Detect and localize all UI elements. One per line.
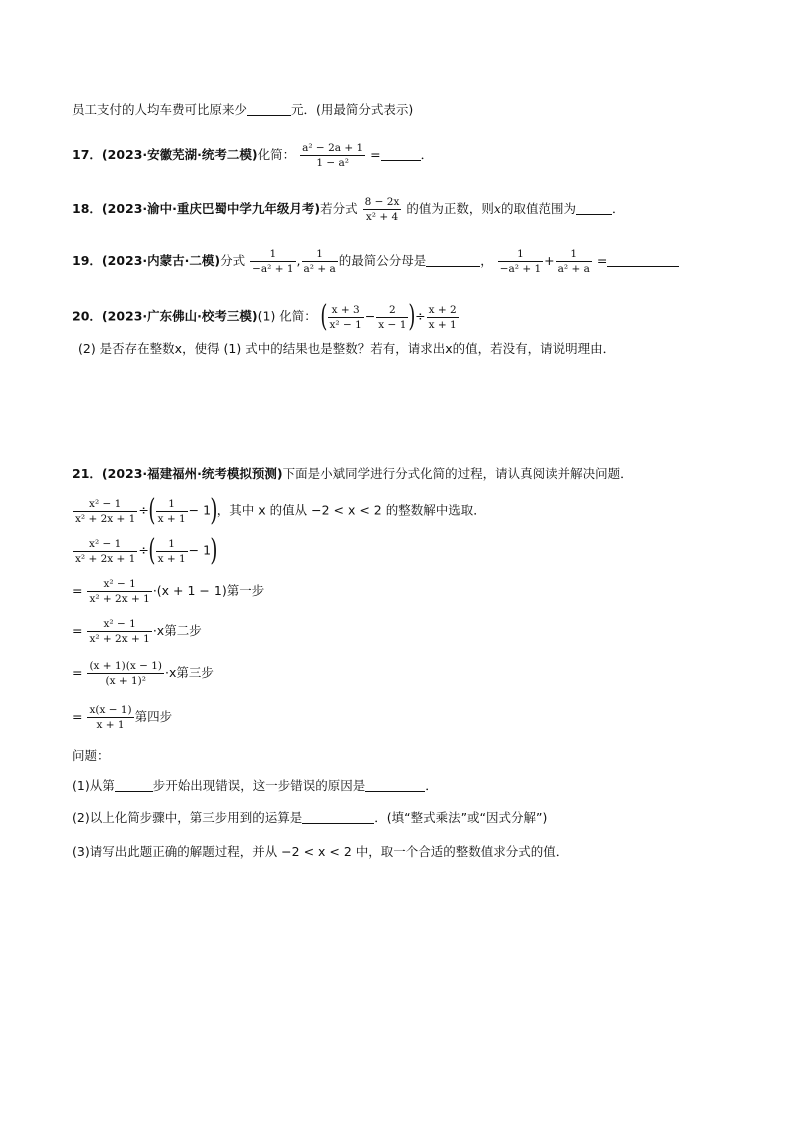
right-paren: )	[210, 533, 218, 568]
q21-sub-2	[72, 810, 547, 826]
q21-f-restate	[73, 538, 137, 565]
step2-num: x² − 1	[87, 618, 151, 632]
q20-fraction-b	[376, 304, 408, 331]
q21-source: (2023·福建福州·统考模拟预测)	[101, 466, 283, 481]
q18-text-after: 的值为正数，则	[406, 201, 494, 216]
q17-source: (2023·安徽芜湖·统考二模)	[101, 147, 258, 162]
q20-b-num: 2	[376, 304, 408, 318]
q20-c-num: x + 2	[428, 303, 457, 316]
q17-equals: =	[370, 147, 381, 162]
q18-text-end: 的取值范围为	[500, 201, 576, 216]
q19-f4-den: a² + a	[557, 263, 590, 275]
q21-step-4: = $\frac{x(x - 1)}{x + 1}$ 第四步	[72, 704, 173, 731]
q21-text: 下面是小斌同学进行分式化简的过程，请认真阅读并解决问题．	[282, 466, 633, 481]
q19-f3-den: −a² + 1	[499, 263, 542, 275]
q20-a-num: x + 3	[328, 304, 364, 318]
step4-num: x(x − 1)	[89, 704, 132, 716]
q19-text-mid: 的最简公分母是	[338, 253, 427, 268]
q21-condition: ，其中 x 的值从 −2 < x < 2 的整数解中选取．	[216, 502, 486, 518]
q21-number: 21．	[72, 466, 102, 481]
step2-tail: ·x第二步	[152, 623, 202, 638]
sub2-text-a: (2)以上化简步骤中，第三步用到的运算是	[72, 810, 303, 825]
q18-source: (2023·渝中·重庆巴蜀中学九年级月考)	[101, 201, 321, 216]
q19-fraction-4	[556, 248, 592, 275]
question-19: 19．(2023·内蒙古·二模)分式 $\frac{1}{\text{−a² + 1}}$ , $\frac{1}{\text{a² + a}}$ 的最简公分母是 ， $\frac{1}{\text{−a² + 1}}$ + $\frac{1}{\text{a² + a}}$ =	[72, 248, 679, 275]
q18-var: x	[493, 201, 501, 216]
q18-fraction	[363, 196, 402, 223]
q19-fraction-2	[302, 248, 338, 275]
q20-part2: (2) 是否存在整数x，使得 (1) 式中的结果也是整数？若有，请求出x的值，若没有，请说明理由．	[78, 341, 616, 356]
step1-tail: ·(x + 1 − 1)第一步	[152, 583, 265, 598]
q21-step-3: = $\frac{(x + 1)(x - 1)}{\text{(x + 1)²}}$ ·x第三步	[72, 660, 214, 687]
q19-number: 19．	[72, 253, 102, 268]
q17-numerator: a² − 2a + 1	[302, 142, 364, 154]
step3-tail: ·x第三步	[165, 665, 214, 680]
question-18: 18．(2023·渝中·重庆巴蜀中学九年级月考)若分式 $\frac{8 - 2x}{\text{x² + 4}}$ 的值为正数，则x的取值范围为 ．	[72, 196, 625, 223]
left-paren: (	[148, 533, 156, 568]
q19-f3-num: 1	[498, 248, 543, 262]
q20-number: 20．	[72, 308, 102, 324]
q21-g-num: 1	[156, 538, 188, 552]
q18-number: 18．	[72, 201, 102, 216]
q21-f-num: x² − 1	[73, 538, 137, 552]
q18-denominator: x² + 4	[365, 211, 399, 223]
q19-text-before: 分式	[220, 253, 246, 268]
right-paren: )	[210, 493, 218, 528]
step1-num: x² − 1	[87, 578, 151, 592]
answer-blank[interactable]	[247, 102, 291, 116]
q21-questions-label: 问题：	[72, 748, 110, 763]
q21-f-den: x² + 2x + 1	[75, 512, 136, 525]
q19-equals: =	[596, 253, 608, 268]
q17-answer-blank[interactable]	[381, 147, 421, 161]
q19-source: (2023·内蒙古·二模)	[101, 253, 221, 268]
q21-g-den: x + 1	[157, 512, 186, 525]
q19-f1-den: −a² + 1	[252, 263, 294, 275]
step2-den: x² + 2x + 1	[89, 633, 150, 645]
step4-tail: 第四步	[134, 709, 173, 724]
q21-f-den: x² + 2x + 1	[75, 552, 136, 565]
sub1-blank-1[interactable]	[115, 778, 153, 792]
q21-step-1: = $\frac{\text{x² − 1}}{\text{x² + 2x + 1}}$ ·(x + 1 − 1)第一步	[72, 578, 265, 605]
step3-num: (x + 1)(x − 1)	[89, 660, 162, 672]
q21-g	[156, 498, 188, 525]
q20-b-den: x − 1	[378, 318, 407, 331]
right-paren: )	[408, 299, 416, 334]
q20-fraction-c	[427, 304, 459, 331]
q17-denominator: 1 − a²	[316, 157, 349, 169]
question-17: 17．(2023·安徽芜湖·统考二模)化简： $\frac{\text{a² − 2a + 1}}{\text{1 − a²}}$ = ．	[72, 142, 434, 169]
sub2-blank[interactable]	[302, 810, 374, 824]
question-21	[72, 466, 633, 482]
intro-line	[72, 102, 413, 118]
q17-text: 化简：	[257, 147, 296, 162]
q20-part1: (1) 化简：	[257, 308, 317, 324]
sub1-text-a: (1)从第	[72, 778, 115, 793]
q20-fraction-a	[328, 304, 364, 331]
q19-fraction-1	[250, 248, 295, 275]
q19-answer-blank-2[interactable]	[607, 253, 679, 267]
step3-den: (x + 1)²	[105, 675, 146, 687]
sub1-text-b: 步开始出现错误，这一步错误的原因是	[152, 778, 366, 793]
q21-g-restate	[156, 538, 188, 565]
q21-sub-1: (1)从第 步开始出现错误，这一步错误的原因是 ．	[72, 778, 438, 793]
q19-fraction-3	[498, 248, 543, 275]
q21-g-num: 1	[156, 498, 188, 512]
q21-sub-3: (3)请写出此题正确的解题过程，并从 −2 < x < 2 中，取一个合适的整数值求分式的值．	[72, 844, 569, 859]
left-paren: (	[320, 299, 328, 334]
q21-g-den: x + 1	[157, 552, 186, 565]
step1-den: x² + 2x + 1	[89, 593, 150, 605]
step2-fraction	[87, 618, 151, 645]
q21-f-num: x² − 1	[73, 498, 137, 512]
q21-step-2: = $\frac{\text{x² − 1}}{\text{x² + 2x + 1}}$ ·x第二步	[72, 618, 202, 645]
q18-answer-blank[interactable]	[576, 201, 612, 215]
q19-f1-num: 1	[250, 248, 295, 262]
q20-a-den: x² − 1	[329, 318, 362, 331]
q21-restate: $\frac{\text{x² − 1}}{\text{x² + 2x + 1}}$ ÷( $\frac{1}{x + 1}$ − 1)	[75, 533, 218, 568]
q19-answer-blank-1[interactable]	[426, 253, 480, 267]
q21-expression: $\frac{\text{x² − 1}}{\text{x² + 2x + 1}}$ ÷( $\frac{1}{x + 1}$ − 1)，其中 x 的值从 −2 < x < 2 的整数解中选取．	[75, 493, 486, 528]
step4-den: x + 1	[96, 719, 125, 731]
step4-fraction	[87, 704, 133, 731]
intro-text: 员工支付的人均车费可比原来少	[72, 102, 248, 117]
step3-fraction	[87, 660, 164, 687]
q19-f2-den: a² + a	[303, 263, 336, 275]
q20-c-den: x + 1	[428, 318, 457, 331]
q18-text-before: 若分式	[320, 201, 358, 216]
step1-fraction	[87, 578, 151, 605]
q19-f2-num: 1	[302, 248, 338, 262]
q19-f4-num: 1	[556, 248, 592, 262]
sub1-blank-2[interactable]	[365, 778, 425, 792]
sub2-text-b: ．(填“整式乘法”或“因式分解”)	[374, 810, 548, 825]
q17-fraction	[300, 142, 365, 169]
question-20: 20．(2023·广东佛山·校考三模)(1) 化简： ( $\frac{x + 3}{\text{x² − 1}}$ − $\frac{2}{x - 1}$ )÷ $\frac{x + 2}{x + 1}$	[72, 299, 457, 334]
q21-f	[73, 498, 137, 525]
q17-number: 17．	[72, 147, 102, 162]
q20-source: (2023·广东佛山·校考三模)	[101, 308, 258, 324]
left-paren: (	[148, 493, 156, 528]
intro-after: 元．(用最简分式表示)	[291, 102, 414, 117]
q18-numerator: 8 − 2x	[364, 196, 400, 208]
